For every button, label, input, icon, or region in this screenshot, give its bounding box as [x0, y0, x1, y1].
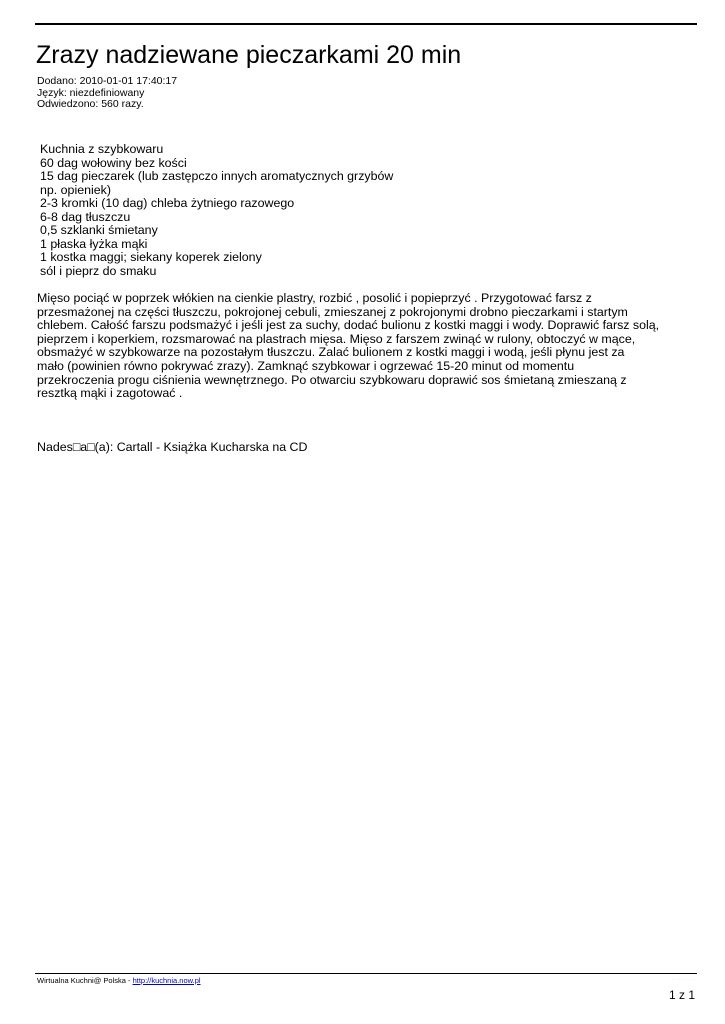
meta-visits: Odwiedzono: 560 razy. — [37, 98, 144, 110]
ingredient-line: 15 dag pieczarek (lub zastępczo innych aromatycznych grzybów — [40, 169, 394, 183]
ingredient-line: 2-3 kromki (10 dag) chleba żytniego razowego — [40, 196, 295, 210]
instruction-line: Mięso pociąć w poprzek włókien na cienkie plastry, rozbić , posolić i popieprzyć . Przygotować farsz z — [37, 291, 592, 305]
instruction-line: chlebem. Całość farszu podsmażyć i jeśli jest za suchy, dodać bulionu z kostki maggi i wody. Doprawić farsz solą, — [37, 318, 660, 333]
footer-site-name: Wirtualna Kuchni@ Polska - — [37, 976, 133, 985]
instruction-line: przekroczenia progu ciśnienia wewnętrznego. Po otwarciu szybkowaru doprawić sos śmietaną zmieszaną z — [37, 372, 627, 387]
ingredient-line: 0,5 szklanki śmietany — [40, 223, 158, 237]
ingredient-line: np. opieniek) — [40, 182, 111, 197]
instruction-line: resztką mąki i zagotować . — [37, 386, 183, 401]
instructions-paragraph — [37, 292, 687, 401]
footer-site-link[interactable]: http://kuchnia.now.pl — [132, 976, 201, 985]
instruction-line: obsmażyć w szybkowarze na pozostałym tłuszczu. Zalać bulionem z kostki maggi i wodą, jeśli płynu jest za — [37, 345, 625, 360]
ingredient-line: 1 płaska łyżka mąki — [40, 236, 148, 251]
footer-faint-mark: · · · · · · · · · · · — [669, 977, 695, 982]
footer-divider — [35, 973, 697, 974]
page-title: Zrazy nadziewane pieczarkami 20 min — [36, 41, 462, 69]
ingredient-line: sól i pieprz do smaku — [40, 263, 157, 278]
meta-added-date: Dodano: 2010-01-01 17:40:17 — [37, 75, 178, 87]
recipe-meta — [37, 76, 177, 111]
top-divider — [35, 23, 697, 25]
meta-language: Język: niezdefiniowany — [37, 86, 145, 99]
ingredient-line: 6-8 dag tłuszczu — [40, 209, 131, 224]
ingredients-list — [40, 143, 393, 278]
instruction-line: pieprzem i koperkiem, rozsmarować na plastrach mięsa. Mięso z farszem zwinąć w rulony, obtoczyć w mące, — [37, 331, 636, 346]
ingredient-line: 60 dag wołowiny bez kości — [40, 155, 187, 170]
ingredient-line: 1 kostka maggi; siekany koperek zielony — [40, 250, 262, 264]
ingredient-line: Kuchnia z szybkowaru — [40, 142, 164, 156]
sender-line: Nades□a□(a): Cartall - Książka Kucharska na CD — [37, 440, 308, 454]
instruction-line: mało (powinien równo pokrywać zrazy). Zamknąć szybkowar i ogrzewać 15-20 minut od momentu — [37, 358, 575, 373]
footer-source — [37, 976, 201, 985]
page-number: 1 z 1 — [668, 988, 695, 1002]
instruction-line: przesmażonej na części tłuszczu, pokrojonej cebuli, zmieszanej z pokrojonymi drobno pieczarkami i startym — [37, 304, 628, 319]
